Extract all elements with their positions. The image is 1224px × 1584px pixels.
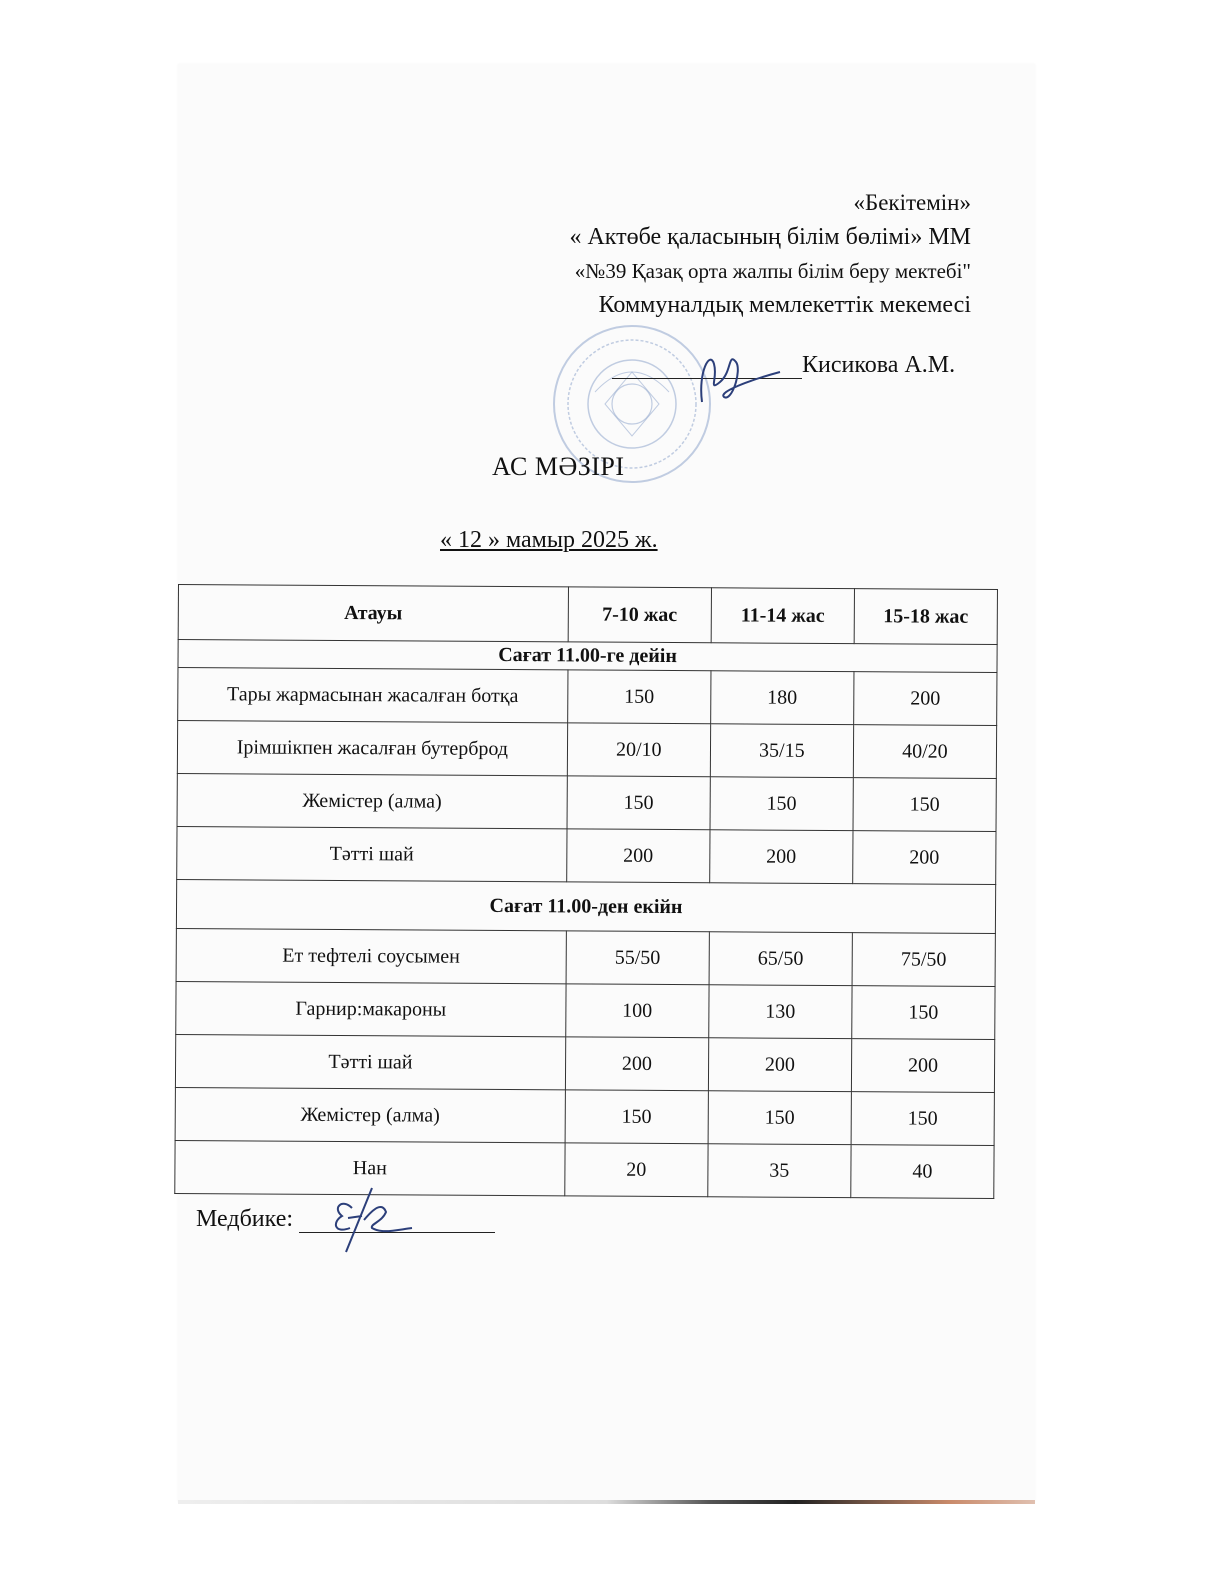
portion-15-18: 75/50: [852, 933, 995, 987]
portion-15-18: 40: [851, 1145, 994, 1199]
portion-7-10: 20/10: [567, 723, 710, 777]
header-age-15-18: 15-18 жас: [854, 589, 997, 645]
table-row: [176, 928, 995, 986]
portion-11-14: 35: [708, 1144, 851, 1198]
dish-name: Жемістер (алма): [177, 773, 567, 828]
director-signature: [680, 342, 790, 412]
table-row: [175, 1140, 994, 1198]
portion-11-14: 180: [711, 671, 854, 725]
approval-institution: Коммуналдық мемлекеттік мекемесі: [598, 292, 971, 318]
portion-15-18: 200: [853, 831, 996, 885]
page-bottom-edge: [178, 1500, 1035, 1504]
header-age-11-14: 11-14 жас: [711, 588, 854, 644]
portion-7-10: 55/50: [566, 931, 709, 985]
portion-11-14: 200: [710, 830, 853, 884]
portion-15-18: 150: [853, 778, 996, 832]
portion-15-18: 40/20: [853, 725, 996, 779]
section-before-11: Сағат 11.00-ге дейін: [178, 640, 997, 673]
dish-name: Тәтті шай: [175, 1034, 565, 1089]
section-row: [176, 879, 995, 933]
nurse-signature: [312, 1178, 422, 1258]
table-row: [177, 773, 996, 831]
header-age-7-10: 7-10 жас: [568, 587, 711, 643]
portion-7-10: 150: [565, 1090, 708, 1144]
approval-block: [569, 186, 971, 322]
table-row: [177, 721, 996, 779]
dish-name: Ірімшікпен жасалған бутерброд: [177, 721, 567, 776]
menu-date: « 12 » мамыр 2025 ж.: [440, 527, 658, 553]
portion-11-14: 130: [709, 985, 852, 1039]
section-after-11: Сағат 11.00-ден екійн: [176, 879, 995, 933]
approval-department: « Актөбе қаласының білім бөлімі» ММ: [569, 224, 971, 250]
dish-name: Тары жармасынан жасалған ботқа: [178, 668, 568, 723]
header-name: Атауы: [178, 585, 568, 642]
portion-7-10: 100: [566, 984, 709, 1038]
portion-15-18: 200: [854, 672, 997, 726]
table-row: [176, 981, 995, 1039]
dish-name: Нан: [175, 1140, 565, 1195]
dish-name: Тәтті шай: [177, 826, 567, 881]
portion-7-10: 20: [565, 1143, 708, 1197]
table-header-row: [178, 585, 997, 645]
table-row: [175, 1087, 994, 1145]
portion-11-14: 150: [710, 777, 853, 831]
portion-11-14: 65/50: [709, 932, 852, 986]
portion-7-10: 150: [567, 776, 710, 830]
portion-15-18: 200: [851, 1039, 994, 1093]
dish-name: Ет тефтелі соусымен: [176, 928, 566, 983]
portion-7-10: 200: [565, 1037, 708, 1091]
nurse-label: Медбике:: [196, 1206, 294, 1232]
portion-7-10: 200: [566, 829, 709, 883]
table-row: [175, 1034, 994, 1092]
approval-heading: «Бекітемін»: [853, 190, 971, 215]
portion-15-18: 150: [851, 1092, 994, 1146]
table-row: [178, 668, 997, 726]
portion-11-14: 200: [708, 1038, 851, 1092]
portion-11-14: 150: [708, 1091, 851, 1145]
director-name: Кисикова А.М.: [802, 352, 956, 378]
portion-7-10: 150: [567, 670, 710, 724]
menu-table: [174, 584, 998, 1199]
document-title: АС МӘЗІРІ: [492, 452, 625, 481]
table-row: [177, 826, 996, 884]
portion-15-18: 150: [852, 986, 995, 1040]
dish-name: Гарнир:макароны: [176, 981, 566, 1036]
dish-name: Жемістер (алма): [175, 1087, 565, 1142]
portion-11-14: 35/15: [710, 724, 853, 778]
approval-school: «№39 Қазақ орта жалпы білім беру мектебі": [574, 259, 971, 283]
